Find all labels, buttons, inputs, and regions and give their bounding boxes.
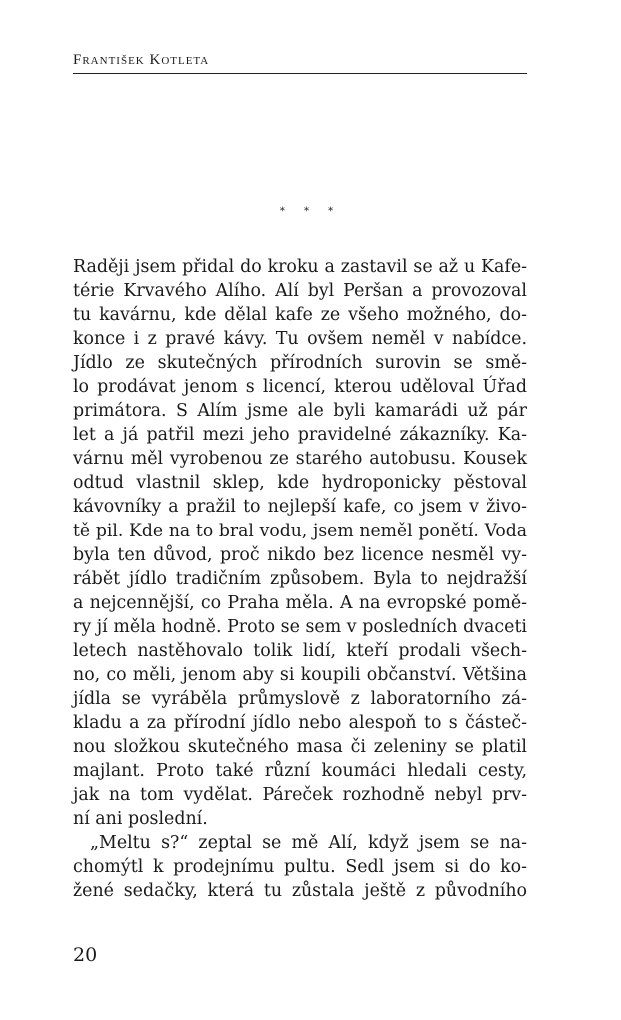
text-line: primátora. S Alím jsme ale byli kamarádi už pár — [73, 401, 527, 421]
text-line: térie Krvavého Alího. Alí byl Peršan a provozoval — [73, 281, 527, 301]
text-line: kávovníky a pražil to nejlepší kafe, co jsem v živo- — [73, 497, 527, 517]
text-line: „Meltu s?“ zeptal se mě Alí, když jsem se na- — [90, 833, 527, 853]
text-line: lo prodávat jenom s licencí, kterou uděloval Úřad — [73, 377, 527, 397]
text-line: rábět jídlo tradičním způsobem. Byla to nejdražší — [73, 569, 527, 589]
text-line: majlant. Proto také různí koumáci hledali cesty, — [73, 761, 527, 781]
text-line: let a já patřil mezi jeho pravidelné zákazníky. Ka- — [73, 425, 527, 445]
text-line: nou složkou skutečného masa či zeleniny se platil — [73, 737, 527, 757]
page-number: 20 — [73, 944, 98, 966]
text-line: letech nastěhovalo tolik lidí, kteří prodali všech- — [73, 641, 527, 661]
text-line: žené sedačky, která tu zůstala ještě z původního — [73, 881, 527, 901]
text-line: Jídlo ze skutečných přírodních surovin se smě- — [73, 353, 527, 373]
text-line: odtud vlastnil sklep, kde hydroponicky pěstoval — [73, 473, 527, 493]
text-line: tu kavárnu, kde dělal kafe ze všeho možného, do- — [73, 305, 527, 325]
text-line: jak na tom vydělat. Páreček rozhodně nebyl prv- — [73, 785, 527, 805]
text-line: konce i z pravé kávy. Tu ovšem neměl v nabídce. — [73, 329, 527, 349]
text-line: várnu měl vyrobenou ze starého autobusu. Kousek — [73, 449, 527, 469]
text-line: a nejcennější, co Praha měla. A na evropské pomě- — [73, 593, 527, 613]
text-line: chomýtl k prodejnímu pultu. Sedl jsem si do ko- — [73, 857, 527, 877]
text-line: ry jí měla hodně. Proto se sem v posledních dvaceti — [73, 617, 527, 637]
running-header — [73, 52, 527, 74]
section-separator: * * * — [279, 206, 342, 217]
text-line: ní ani poslední. — [73, 809, 208, 829]
text-line: jídla se vyráběla průmyslově z laboratorního zá- — [73, 689, 527, 709]
text-line: kladu a za přírodní jídlo nebo alespoň to s částeč- — [73, 713, 527, 733]
body-text — [73, 255, 527, 903]
text-line: byla ten důvod, proč nikdo bez licence nesměl vy- — [73, 545, 527, 565]
text-line: no, co měli, jenom aby si koupili občanství. Většina — [73, 665, 527, 685]
author-name: František Kotleta — [73, 52, 210, 68]
text-line: tě pil. Kde na to bral vodu, jsem neměl ponětí. Voda — [73, 521, 527, 541]
text-line: Raději jsem přidal do kroku a zastavil se až u Kafe- — [73, 257, 527, 277]
